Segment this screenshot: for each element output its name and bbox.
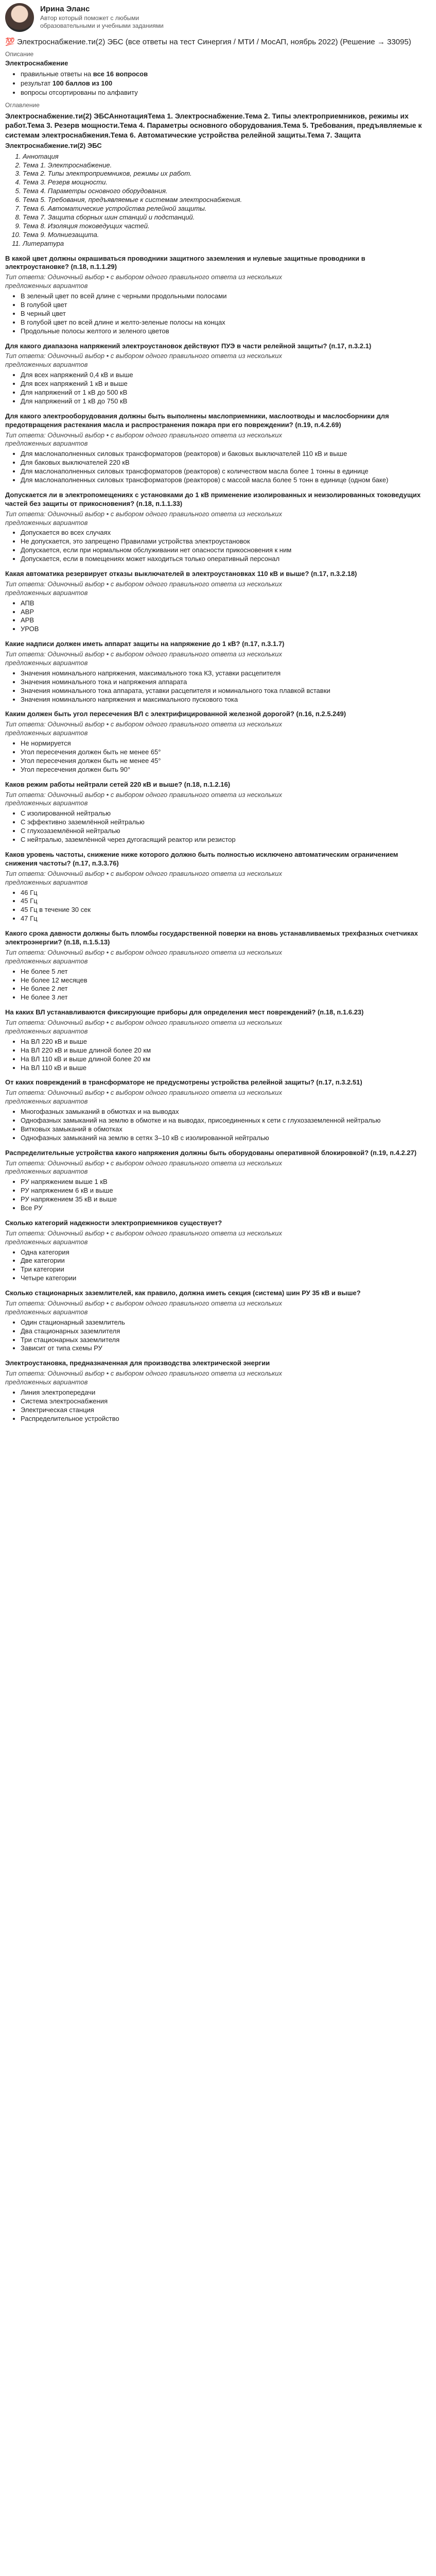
question-option: • Допускается, если в помещениях может находиться только оперативный персонал — [21, 555, 431, 564]
description-bullet-bold: 100 баллов из 100 — [52, 79, 113, 87]
question-option: • Все РУ — [21, 1204, 431, 1213]
question-option: • АРВ — [21, 616, 431, 625]
question-options — [5, 529, 431, 564]
toc-item[interactable]: 1. Аннотация — [23, 152, 431, 161]
question-options — [5, 889, 431, 924]
question-option: • С изолированной нейтралью — [21, 809, 431, 818]
question-answer-type: Тип ответа: Одиночный выбор • с выбором одного правильного ответа из нескольких предложенных вариантов — [5, 1369, 282, 1386]
question-option: • Значения номинального тока и напряжения аппарата — [21, 678, 431, 687]
question-option: • В зеленый цвет по всей длине с черными продольными полосами — [21, 292, 431, 301]
question-title: Какого срока давности должны быть пломбы государственной поверки на вновь устанавливаемых трехфазных счетчиках электроэнергии? (п.18, п.1.5.13) — [5, 929, 418, 946]
question-options — [5, 809, 431, 844]
question — [5, 929, 431, 1002]
question-option: • 47 Гц — [21, 914, 431, 923]
question-option: • Угол пересечения должен быть 90° — [21, 766, 431, 774]
question-answer-type: Тип ответа: Одиночный выбор • с выбором одного правильного ответа из нескольких предложенных вариантов — [5, 720, 282, 737]
question-option: • Не допускается, это запрещено Правилами устройства электроустановок — [21, 537, 431, 546]
author-name[interactable]: Ирина Эланс — [40, 5, 90, 13]
question-options — [5, 669, 431, 704]
question-title: Сколько стационарных заземлителей, как правило, должна иметь секция (система) шин РУ 35 кВ и выше? — [5, 1289, 361, 1297]
toc-item[interactable]: 8. Тема 7. Защита сборных шин станций и подстанций. — [23, 213, 431, 222]
question — [5, 570, 431, 634]
question-option: • Четыре категории — [21, 1274, 431, 1283]
question-option: • Допускается во всех случаях — [21, 529, 431, 537]
question-answer-type: Тип ответа: Одиночный выбор • с выбором одного правильного ответа из нескольких предложенных вариантов — [5, 790, 282, 807]
description-bullet-bold: все 16 вопросов — [93, 70, 148, 78]
question-answer-type: Тип ответа: Одиночный выбор • с выбором одного правильного ответа из нескольких предложенных вариантов — [5, 580, 282, 597]
question-option: • РУ напряжением 35 кВ и выше — [21, 1195, 431, 1204]
question-option: • 45 Гц — [21, 897, 431, 906]
question-option: • Витковых замыканий в обмотках — [21, 1125, 431, 1134]
question — [5, 1289, 431, 1353]
toc-label: Оглавление — [5, 101, 40, 109]
question-title: На каких ВЛ устанавливаются фиксирующие приборы для определения мест повреждений? (п.18, п.1.6.23) — [5, 1008, 364, 1016]
question — [5, 710, 431, 774]
question-options — [5, 1248, 431, 1283]
question-option: • Однофазных замыканий на землю в сетях 3–10 кВ с изолированной нейтралью — [21, 1134, 431, 1143]
toc-list — [5, 152, 431, 248]
question-options — [5, 1108, 431, 1143]
question-option: • Значения номинального напряжения и максимального пускового тока — [21, 696, 431, 704]
question-options — [5, 1038, 431, 1073]
question-option: • Один стационарный заземлитель — [21, 1318, 431, 1327]
question-options — [5, 739, 431, 774]
question-option: • На ВЛ 220 кВ и выше — [21, 1038, 431, 1046]
question-option: • АВР — [21, 608, 431, 617]
question-option: • В голубой цвет по всей длине и желто-зеленые полосы на концах — [21, 318, 431, 327]
question-options — [5, 450, 431, 485]
question-option: • С глухозаземлённой нейтралью — [21, 827, 431, 836]
toc-item[interactable]: 3. Тема 2. Типы электроприемников, режимы их работ. — [23, 170, 431, 178]
question — [5, 1078, 431, 1142]
question-options — [5, 371, 431, 406]
question — [5, 640, 431, 704]
toc-item[interactable]: 6. Тема 5. Требования, предъявляемые к системам электроснабжения. — [23, 196, 431, 205]
question-option: • Распределительное устройство — [21, 1415, 431, 1423]
question-option: • Не более 2 лет — [21, 985, 431, 993]
question-option: • В голубой цвет — [21, 301, 431, 310]
avatar[interactable] — [5, 3, 34, 32]
question-option: • На ВЛ 220 кВ и выше длиной более 20 км — [21, 1046, 431, 1055]
question-answer-type: Тип ответа: Одиночный выбор • с выбором одного правильного ответа из нескольких предложенных вариантов — [5, 431, 282, 448]
question-answer-type: Тип ответа: Одиночный выбор • с выбором одного правильного ответа из нескольких предложенных вариантов — [5, 1229, 282, 1246]
toc-item[interactable]: 7. Тема 6. Автоматические устройства релейной защиты. — [23, 205, 431, 213]
question-option: • Не нормируется — [21, 739, 431, 748]
description-list — [5, 70, 431, 97]
question-answer-type: Тип ответа: Одиночный выбор • с выбором одного правильного ответа из нескольких предложенных вариантов — [5, 869, 282, 886]
question-option: • Система электроснабжения — [21, 1397, 431, 1406]
toc-summary: Электроснабжение.ти(2) ЭБСАннотацияТема 1. Электроснабжение.Тема 2. Типы электроприемников, режимы их работ.Тема 3. Резерв мощности.Тема 4. Параметры основного оборудования.Тема 5. Требования, предъявляемые к системам электроснабжения.Тема 6. Автоматические устройства релейной защиты.Тема 7. Защита — [5, 112, 422, 139]
question-title: В какой цвет должны окрашиваться проводники защитного заземления и нулевые защитные проводники в электроустановке? (п.18, п.1.1.29) — [5, 254, 365, 271]
toc-heading: Электроснабжение.ти(2) ЭБС — [5, 141, 102, 149]
question-title: Каким должен быть угол пересечения ВЛ с электрифицированной железной дорогой? (п.16, п.2.5.249) — [5, 710, 346, 718]
question — [5, 342, 431, 406]
question-answer-type: Тип ответа: Одиночный выбор • с выбором одного правильного ответа из нескольких предложенных вариантов — [5, 1159, 282, 1176]
question-title: Для какого электрооборудования должны быть выполнены маслоприемники, маслоотводы и маслосборники для предотвращения растекания масла и распространения пожара при его повреждении? (п.19, п.4.2.69) — [5, 412, 389, 429]
question-option: • УРОВ — [21, 625, 431, 634]
question-option: • Продольные полосы желтого и зеленого цветов — [21, 327, 431, 336]
question-answer-type: Тип ответа: Одиночный выбор • с выбором одного правильного ответа из нескольких предложенных вариантов — [5, 510, 282, 527]
question-option: • Однофазных замыканий на землю в обмотке и на выводах, присоединенных к сети с глухозаземленной нейтралью — [21, 1116, 431, 1125]
toc-item[interactable]: 4. Тема 3. Резерв мощности. — [23, 178, 431, 187]
author-info — [40, 3, 164, 30]
question — [5, 255, 431, 336]
question-answer-type: Тип ответа: Одиночный выбор • с выбором одного правильного ответа из нескольких предложенных вариантов — [5, 352, 282, 369]
question-option: • На ВЛ 110 кВ и выше — [21, 1064, 431, 1073]
question-title: От каких повреждений в трансформаторе не предусмотрены устройства релейной защиты? (п.17, п.3.2.51) — [5, 1078, 362, 1087]
question-option: • На ВЛ 110 кВ и выше длиной более 20 км — [21, 1055, 431, 1064]
question-option: • Многофазных замыканий в обмотках и на выводах — [21, 1108, 431, 1116]
question-options — [5, 599, 431, 634]
toc-item[interactable]: 11. Литература — [23, 240, 431, 248]
question-option: • В черный цвет — [21, 310, 431, 318]
description-bullet — [21, 70, 431, 79]
question-title: Распределительные устройства какого напряжения должны быть оборудованы оперативной блокировкой? (п.19, п.4.2.27) — [5, 1148, 417, 1157]
question-option: • Для всех напряжений 1 кВ и выше — [21, 380, 431, 388]
question-options — [5, 1178, 431, 1213]
question — [5, 781, 431, 844]
question-answer-type: Тип ответа: Одиночный выбор • с выбором одного правильного ответа из нескольких предложенных вариантов — [5, 1299, 282, 1316]
description-bullet-text: правильные ответы на — [21, 70, 93, 78]
question-option: • Два стационарных заземлителя — [21, 1327, 431, 1336]
question-options — [5, 1388, 431, 1423]
question-option: • Не более 12 месяцев — [21, 976, 431, 985]
question-option: • 46 Гц — [21, 889, 431, 897]
question-option: • РУ напряжением 6 кВ и выше — [21, 1187, 431, 1195]
toc-item[interactable]: 5. Тема 4. Параметры основного оборудования. — [23, 187, 431, 196]
description-heading: Электроснабжение — [5, 59, 68, 67]
question-answer-type: Тип ответа: Одиночный выбор • с выбором одного правильного ответа из нескольких предложенных вариантов — [5, 1019, 282, 1035]
question-option: • Три категории — [21, 1265, 431, 1274]
question-option: • РУ напряжением выше 1 кВ — [21, 1178, 431, 1187]
question — [5, 1359, 431, 1423]
question-option: • Для маслонаполненных силовых трансформаторов (реакторов) и баковых выключателей 110 кВ и выше — [21, 450, 431, 459]
question-option: • 45 Гц в течение 30 сек — [21, 906, 431, 914]
question-option: • Для напряжений от 1 кВ до 500 кВ — [21, 388, 431, 397]
question-answer-type: Тип ответа: Одиночный выбор • с выбором одного правильного ответа из нескольких предложенных вариантов — [5, 273, 282, 290]
question-option: • Не более 3 лет — [21, 993, 431, 1002]
question-title: Каков режим работы нейтрали сетей 220 кВ и выше? (п.18, п.1.2.16) — [5, 780, 231, 788]
author-block — [5, 3, 431, 35]
question-option: • Для маслонаполненных силовых трансформаторов (реакторов) с количеством масла более 1 тонны в единице — [21, 467, 431, 476]
question-option: • Значения номинального тока аппарата, уставки расцепителя и номинального тока плавкой вставки — [21, 687, 431, 696]
question-option: • С эффективно заземлённой нейтралью — [21, 818, 431, 827]
question-option: • АПВ — [21, 599, 431, 608]
question-option: • Для баковых выключателей 220 кВ — [21, 459, 431, 467]
toc-item[interactable]: 10. Тема 9. Молниезащита. — [23, 231, 431, 240]
question-option: • Одна категория — [21, 1248, 431, 1257]
question-title: Сколько категорий надежности электроприемников существует? — [5, 1218, 222, 1227]
question — [5, 491, 431, 564]
question — [5, 412, 431, 485]
toc-item[interactable]: 9. Тема 8. Изоляция токоведущих частей. — [23, 222, 431, 231]
question — [5, 1219, 431, 1283]
question-option: • Для маслонаполненных силовых трансформаторов (реакторов) с массой масла более 5 тонн в единице (одном баке) — [21, 476, 431, 485]
question-title: Допускается ли в электропомещениях с установками до 1 кВ применение изолированных и неизолированных токоведущих частей без защиты от прикосновения? (п.18, п.1.1.33) — [5, 490, 421, 507]
question-option: • Зависит от типа схемы РУ — [21, 1344, 431, 1353]
question-option: • Значения номинального напряжения, максимального тока КЗ, уставки расцепителя — [21, 669, 431, 678]
question-title: Для какого диапазона напряжений электроустановок действуют ПУЭ в части релейной защиты? (п.17, п.3.2.1) — [5, 342, 372, 350]
question — [5, 851, 431, 923]
question-answer-type: Тип ответа: Одиночный выбор • с выбором одного правильного ответа из нескольких предложенных вариантов — [5, 948, 282, 965]
question-option: • Две категории — [21, 1257, 431, 1265]
question-option: • Три стационарных заземлителя — [21, 1336, 431, 1345]
description-label: Описание — [5, 50, 34, 58]
question-option: • Для всех напряжений 0,4 кВ и выше — [21, 371, 431, 380]
page-title: 💯 Электроснабжение.ти(2) ЭБС (все ответы на тест Синергия / МТИ / МосАП, ноябрь 2022) (Решение → 33095) — [5, 38, 411, 46]
description-bullet-text: вопросы отсортированы по алфавиту — [21, 88, 138, 96]
question — [5, 1149, 431, 1213]
question-options — [5, 292, 431, 335]
questions-list — [5, 255, 431, 1423]
question-title: Какие надписи должен иметь аппарат защиты на напряжение до 1 кВ? (п.17, п.3.1.7) — [5, 640, 285, 648]
question-option: • Не более 5 лет — [21, 968, 431, 976]
question-answer-type: Тип ответа: Одиночный выбор • с выбором одного правильного ответа из нескольких предложенных вариантов — [5, 650, 282, 667]
question-title: Электроустановка, предназначенная для производства электрической энергии — [5, 1359, 270, 1367]
question-title: Каков уровень частоты, снижение ниже которого должно быть полностью исключено автоматическим ограничением снижения частоты? (п.17, п.3.3.76) — [5, 850, 398, 867]
description-bullet — [21, 79, 431, 88]
question-option: • Для напряжений от 1 кВ до 750 кВ — [21, 397, 431, 406]
question-option: • Электрическая станция — [21, 1406, 431, 1415]
question-option: • С нейтралью, заземлённой через дугогасящий реактор или резистор — [21, 836, 431, 844]
description-bullet-text: результат — [21, 79, 53, 87]
question-option: • Угол пересечения должен быть не менее 45° — [21, 757, 431, 766]
question-options — [5, 1318, 431, 1353]
author-description: Автор который поможет с любыми образовательными и учебными заданиями — [40, 14, 164, 30]
question — [5, 1008, 431, 1072]
question-option: • Угол пересечения должен быть не менее 65° — [21, 748, 431, 757]
question-option: • Линия электропередачи — [21, 1388, 431, 1397]
question-answer-type: Тип ответа: Одиночный выбор • с выбором одного правильного ответа из нескольких предложенных вариантов — [5, 1089, 282, 1106]
question-option: • Допускается, если при нормальном обслуживании нет опасности прикосновения к ним — [21, 546, 431, 555]
toc-item[interactable]: 2. Тема 1. Электроснабжение. — [23, 161, 431, 170]
description-bullet — [21, 89, 431, 97]
question-options — [5, 968, 431, 1003]
question-title: Какая автоматика резервирует отказы выключателей в электроустановках 110 кВ и выше? (п.17, п.3.2.18) — [5, 570, 357, 578]
